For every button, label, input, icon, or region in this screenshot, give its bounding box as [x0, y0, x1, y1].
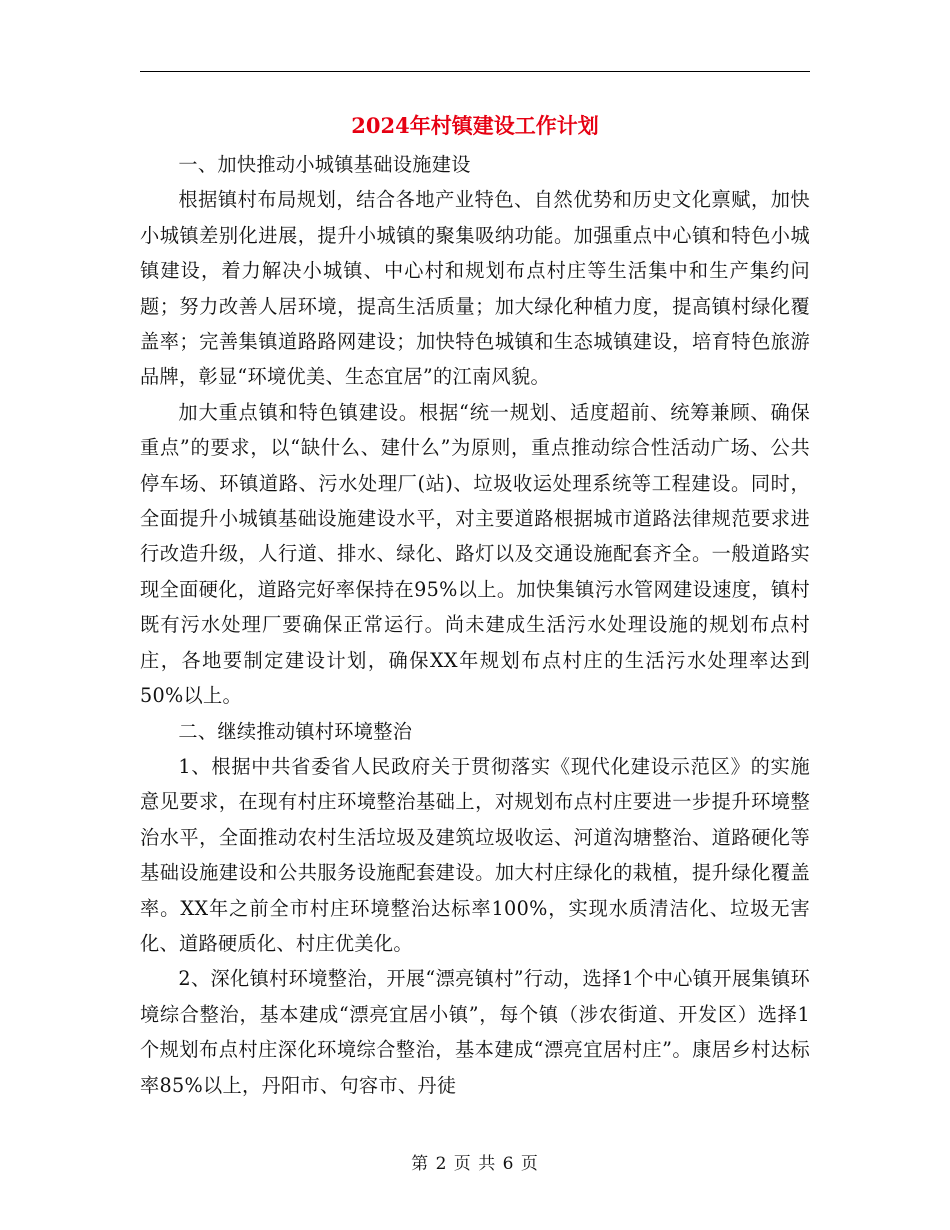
paragraph: 2、深化镇村环境整治，开展“漂亮镇村”行动，选择1个中心镇开展集镇环境综合整治，基本建成“漂亮宜居小镇”，每个镇（涉农街道、开发区）选择1个规划布点村庄深化环境综合整治，基本建成“漂亮宜居村庄”。康居乡村达标率85%以上，丹阳市、句容市、丹徒	[140, 967, 810, 1097]
page-number: 第 2 页 共 6 页	[411, 1154, 539, 1174]
section-heading-1: 一、加快推动小城镇基础设施建设	[178, 153, 471, 176]
paragraph: 1、根据中共省委省人民政府关于贯彻落实《现代化建设示范区》的实施意见要求，在现有村庄环境整治基础上，对规划布点村庄要进一步提升环境整治水平，全面推动农村生活垃圾及建筑垃圾收运、河道沟塘整治、道路硬化等基础设施建设和公共服务设施配套建设。加大村庄绿化的栽植，提升绿化覆盖率。XX年之前全市村庄环境整治达标率100%，实现水质清洁化、垃圾无害化、道路硬质化、村庄优美化。	[140, 754, 810, 955]
header-rule	[140, 71, 810, 72]
section-heading-2: 二、继续推动镇村环境整治	[178, 719, 413, 743]
paragraph: 加大重点镇和特色镇建设。根据“统一规划、适度超前、统筹兼顾、确保重点”的要求，以“缺什么、建什么”为原则，重点推动综合性活动广场、公共停车场、环镇道路、污水处理厂(站)、垃圾收运处理系统等工程建设。同时，全面提升小城镇基础设施建设水平，对主要道路根据城市道路法律规范要求进行改造升级，人行道、排水、绿化、路灯以及交通设施配套齐全。一般道路实现全面硬化，道路完好率保持在95%以上。加快集镇污水管网建设速度，镇村既有污水处理厂要确保正常运行。尚未建成生活污水处理设施的规划布点村庄，各地要制定建设计划，确保XX年规划布点村庄的生活污水处理率达到50%以上。	[140, 400, 810, 708]
document-title: 2024年村镇建设工作计划	[351, 113, 599, 138]
paragraph: 根据镇村布局规划，结合各地产业特色、自然优势和历史文化禀赋，加快小城镇差别化进展，提升小城镇的聚集吸纳功能。加强重点中心镇和特色小城镇建设，着力解决小城镇、中心村和规划布点村庄等生活集中和生产集约问题；努力改善人居环境，提高生活质量；加大绿化种植力度，提高镇村绿化覆盖率；完善集镇道路路网建设；加快特色城镇和生态城镇建设，培育特色旅游品牌，彰显“环境优美、生态宜居”的江南风貌。	[140, 188, 810, 389]
document-body	[140, 147, 810, 1103]
